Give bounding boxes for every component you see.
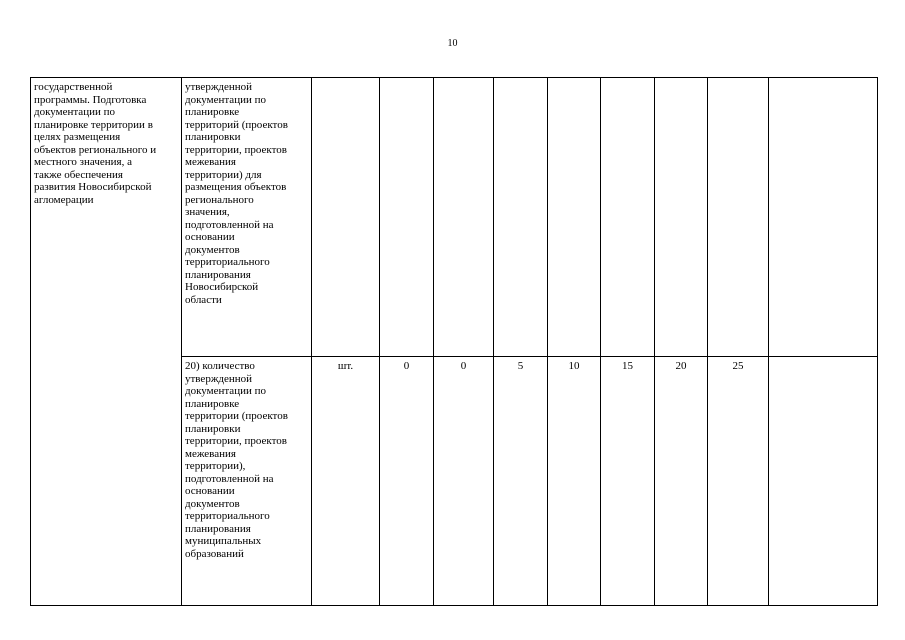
table-row xyxy=(31,78,878,357)
indicator-cell: 20) количество утвержденной документации по планировке территории (проектов планировки территории, проектов межевания территории), подготовленной на основании документов территориального планирования муниципальных образований xyxy=(182,357,312,606)
page-number: 10 xyxy=(447,38,458,49)
note-cell xyxy=(769,78,878,357)
value-cell xyxy=(601,78,655,357)
value-cell: 10 xyxy=(548,357,601,606)
value-cell: 20 xyxy=(655,357,708,606)
indicators-table xyxy=(30,77,878,606)
unit-cell: шт. xyxy=(312,357,380,606)
value-cell: 15 xyxy=(601,357,655,606)
value-cell xyxy=(380,78,434,357)
value-cell xyxy=(548,78,601,357)
value-cell xyxy=(655,78,708,357)
value-cell: 5 xyxy=(494,357,548,606)
value-cell: 25 xyxy=(708,357,769,606)
value-cell: 0 xyxy=(380,357,434,606)
value-cell xyxy=(494,78,548,357)
goal-cell: государственной программы. Подготовка документации по планировке территории в целях размещения объектов регионального и местного значения, а также обеспечения развития Новосибирской агломерации xyxy=(31,78,182,606)
indicator-cell: утвержденной документации по планировке территорий (проектов планировки территории, проектов межевания территории) для размещения объектов регионального значения, подготовленной на основании документов территориального планирования Новосибирской области xyxy=(182,78,312,357)
value-cell xyxy=(708,78,769,357)
unit-cell xyxy=(312,78,380,357)
note-cell xyxy=(769,357,878,606)
value-cell: 0 xyxy=(434,357,494,606)
value-cell xyxy=(434,78,494,357)
